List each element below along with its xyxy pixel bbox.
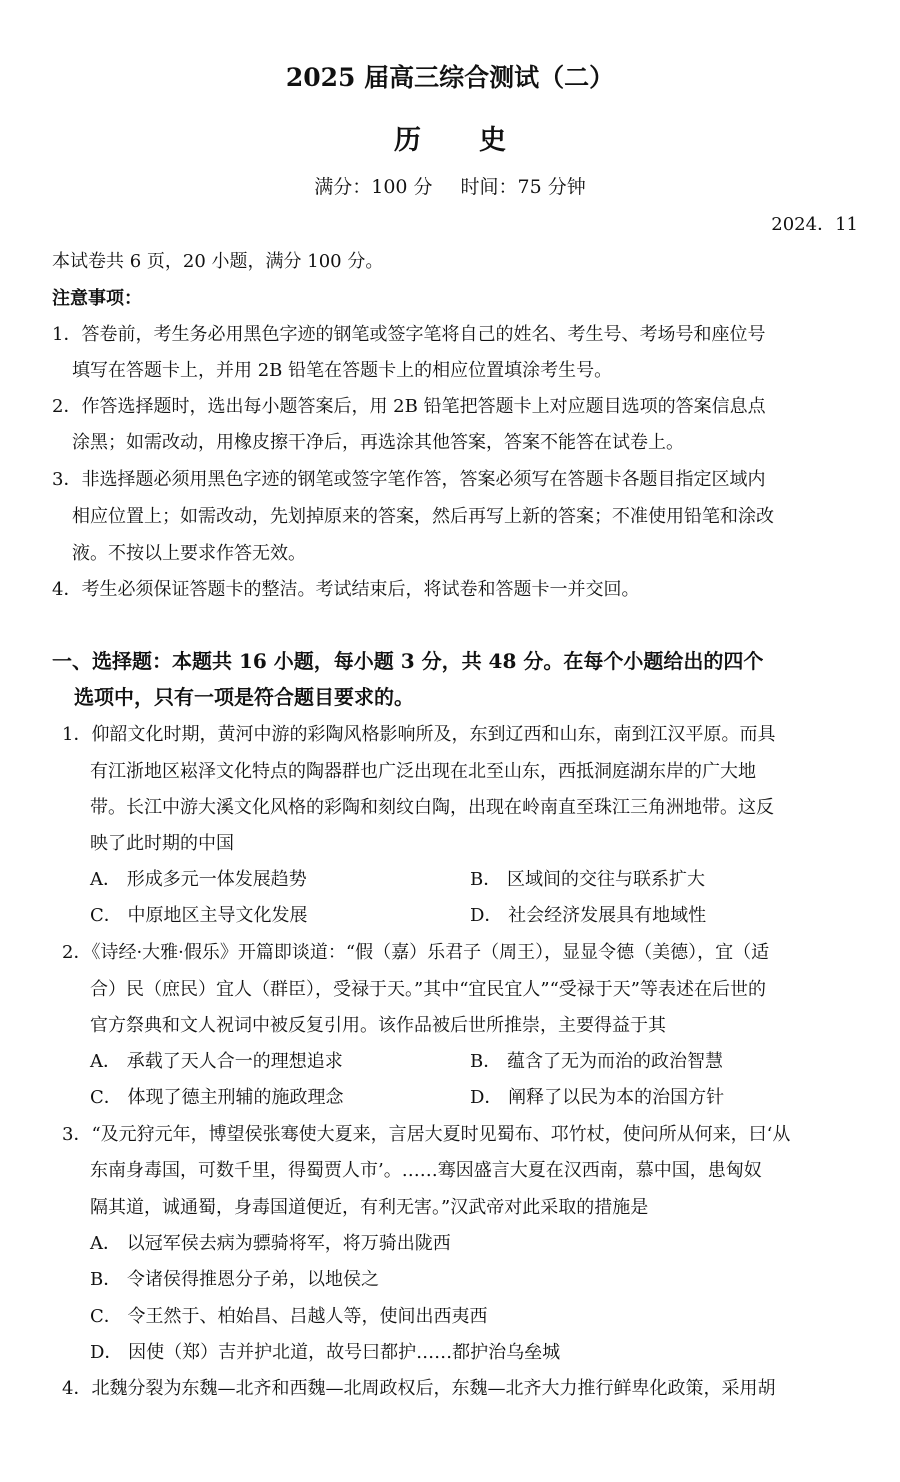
notice-line: 相应位置上；如需改动，先划掉原来的答案，然后再写上新的答案；不准使用铅笔和涂改	[72, 506, 774, 527]
q3-stem: 东南身毒国，可数千里，得蜀贾人市’。……骞因盛言大夏在汉西南，慕中国，患匈奴	[90, 1160, 762, 1181]
q2-option-c: C． 体现了德主刑辅的施政理念	[90, 1087, 344, 1108]
q1-option-d: D． 社会经济发展具有地域性	[470, 905, 707, 926]
notice-line: 涂黑；如需改动，用橡皮擦干净后，再选涂其他答案，答案不能答在试卷上。	[72, 432, 684, 453]
exam-time: 时间：75 分钟	[460, 176, 586, 198]
notice-line: 3．非选择题必须用黑色字迹的钢笔或签字笔作答，答案必须写在答题卡各题目指定区域内	[52, 469, 766, 490]
q1-stem: 1．仰韶文化时期，黄河中游的彩陶风格影响所及，东到辽西和山东，南到江汉平原。而具	[62, 724, 776, 745]
q3-option-b: B． 令诸侯得推恩分子弟，以地侯之	[90, 1269, 379, 1290]
notice-line: 液。不按以上要求作答无效。	[72, 543, 306, 564]
notice-line: 1．答卷前，考生务必用黑色字迹的钢笔或签字笔将自己的姓名、考生号、考场号和座位号	[52, 324, 766, 345]
section-heading: 一、选择题：本题共 16 小题，每小题 3 分，共 48 分。在每个小题给出的四个	[52, 649, 764, 673]
section-heading-cont: 选项中，只有一项是符合题目要求的。	[74, 685, 414, 709]
q2-stem: 2．《诗经·大雅·假乐》开篇即谈道：“假（嘉）乐君子（周王），显显令德（美德），宜（适	[62, 942, 770, 963]
q3-option-d: D． 因使（郑）吉并护北道，故号曰都护……都护治乌垒城	[90, 1342, 561, 1363]
q3-stem: 隔其道，诚通蜀，身毒国道便近，有利无害。”汉武帝对此采取的措施是	[90, 1197, 649, 1218]
q1-option-b: B． 区域间的交往与联系扩大	[470, 869, 705, 890]
q2-stem: 合）民（庶民）宜人（群臣），受禄于天。”其中“宜民宜人”“受禄于天”等表述在后世的	[90, 979, 767, 1000]
notice-line: 4．考生必须保证答题卡的整洁。考试结束后，将试卷和答题卡一并交回。	[52, 579, 640, 600]
q1-option-c: C． 中原地区主导文化发展	[90, 905, 308, 926]
q4-stem: 4．北魏分裂为东魏—北齐和西魏—北周政权后，东魏—北齐大力推行鲜卑化政策，采用胡	[62, 1378, 776, 1399]
exam-meta	[0, 174, 900, 200]
q1-stem: 映了此时期的中国	[90, 833, 234, 854]
notice-line: 2．作答选择题时，选出每小题答案后，用 2B 铅笔把答题卡上对应题目选项的答案信息点	[52, 396, 766, 417]
subject-title: 历史	[394, 125, 564, 156]
q1-option-a: A． 形成多元一体发展趋势	[90, 869, 307, 890]
intro-text: 本试卷共 6 页，20 小题，满分 100 分。	[52, 251, 384, 272]
q2-option-b: B． 蕴含了无为而治的政治智慧	[470, 1051, 723, 1072]
q1-stem: 有江浙地区崧泽文化特点的陶器群也广泛出现在北至山东，西抵洞庭湖东岸的广大地	[90, 761, 756, 782]
notice-line: 填写在答题卡上，并用 2B 铅笔在答题卡上的相应位置填涂考生号。	[72, 360, 613, 381]
q3-stem: 3．“及元狩元年，博望侯张骞使大夏来，言居大夏时见蜀布、邛竹杖，使问所从何来，曰‘从	[62, 1124, 791, 1145]
q1-stem: 带。长江中游大溪文化风格的彩陶和刻纹白陶，出现在岭南直至珠江三角洲地带。这反	[90, 797, 774, 818]
notice-heading: 注意事项：	[52, 288, 142, 309]
q2-option-a: A． 承载了天人合一的理想追求	[90, 1051, 343, 1072]
q3-option-a: A． 以冠军侯去病为骠骑将军，将万骑出陇西	[90, 1233, 451, 1254]
q2-option-d: D． 阐释了以民为本的治国方针	[470, 1087, 725, 1108]
q3-option-c: C． 令王然于、柏始昌、吕越人等，使间出西夷西	[90, 1306, 488, 1327]
q2-stem: 官方祭典和文人祝词中被反复引用。该作品被后世所推崇，主要得益于其	[90, 1015, 666, 1036]
exam-title: 2025 届高三综合测试（二）	[285, 63, 615, 92]
full-score: 满分：100 分	[314, 176, 433, 198]
exam-date: 2024．11	[771, 214, 858, 235]
